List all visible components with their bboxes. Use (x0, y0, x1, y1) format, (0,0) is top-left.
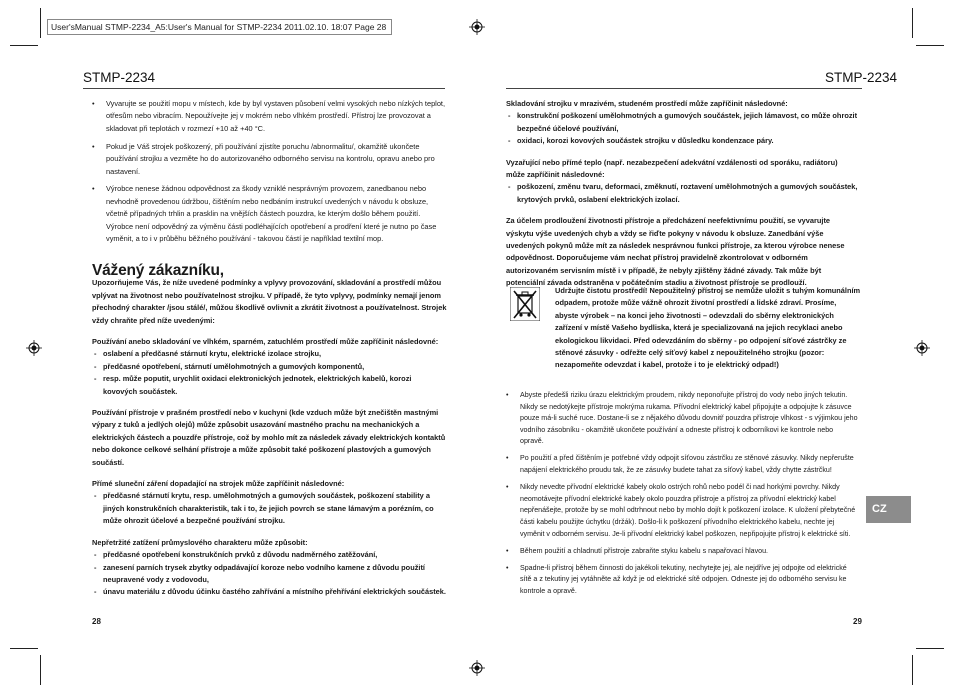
load-section-title: Nepřetržité zatížení průmyslového charakteru může způsobit: (92, 537, 308, 547)
list-item: - oxidaci, korozi kovových součástek strojku v důsledku kondenzace páry. (506, 135, 858, 147)
sunlight-section-list (92, 490, 447, 527)
humid-section-title: Používání anebo skladování ve vlhkém, sparném, zatuchlém prostředí může zapříčinit následovné: (92, 337, 439, 346)
right-column-bottom (506, 390, 858, 603)
humid-section-list (92, 348, 447, 398)
crop-mark (10, 648, 38, 649)
frost-section-list (506, 110, 858, 147)
crop-mark (912, 655, 913, 685)
list-item: - předčasné stárnutí krytu, resp. umělohmotných a gumových součástek, poškození stability a jiných konstrukčních charakteristik, tak i to, že jejich povrch se stane lámavým a porézním, co může ohrozit účelové a bezpečné používání strojku. (92, 490, 447, 527)
list-item: - únavu materiálu z důvodu účinku častého zahřívání a místního přehřívání elektrických součástek. (92, 586, 447, 598)
list-item: - předčasné opotřebení konstrukčních prvků z důvodu nadměrného zatěžování, (92, 549, 447, 561)
greeting-heading: Vážený zákazníku, (92, 261, 224, 279)
crop-mark (916, 45, 944, 46)
left-bullet-list (92, 98, 447, 245)
list-item: • Během použití a chladnutí přístroje zabraňte styku kabelu s napařovací hlavou. (506, 546, 858, 558)
list-item: - resp. může poputit, urychlit oxidaci elektronických jednotek, elektrických kabelů, korozi kovových součástek. (92, 373, 447, 398)
list-item: - zanesení parních trysek zbytky odpadávající koroze nebo vodního kamene z důvodu použití neupravené vody z vodovodu, (92, 562, 447, 587)
weee-paragraph: Udržujte čistotu prostředí! Nepoužitelný přístroj se nemůže uložit s tuhým komunálním odpadem, protože může vážně ohrozit životní prostředí a lidské zdraví. Prosíme, abyste výrobek – na konci jeho životnosti – odevzdali do sběrny elektronických zařízení v místě Vašeho bydliska, která je specializovaná na jejich recyklaci anebo ekologickou likvidaci. Před odevzdáním do sběrny - po odpojení síťové zástrčky ze stěnové zásuvky - odřežte celý síťový kabel z nepoužitelného strojku (pozor: nezapomeňte odevzdat i kabel, protože i to je elektrický odpad!) (555, 286, 861, 370)
registration-mark-icon (469, 19, 485, 35)
list-item: • Pokud je Váš strojek poškozený, při používání zjistíte poruchu /abnormalitu/, okamžitě ukončete používání strojku a vezměte ho do autorizovaného odborného servisu na kontrolu, opravu anebo pro nastavení. (92, 141, 447, 178)
print-header: User'sManual STMP-2234_A5:User's Manual for STMP-2234 2011.02.10. 18:07 Page 28 (47, 19, 392, 35)
crop-mark (916, 648, 944, 649)
right-bullet-list (506, 390, 858, 598)
intro-paragraph: Upozorňujeme Vás, že níže uvedené podmínky a vplyvy provozování, skladování a prostředí můžou vplývat na životnost nebo používatelnost strojku. V případě, že tyto vplyvy, podmínky nemají jenom přechodný charakter /jsou stálé/, můžou škodlivě ovlivnit a zkrátit životnost a používatelnost. Strojek vždy chraňte před níže uvedenými: (92, 278, 447, 325)
list-item: - oslabení a předčasné stárnutí krytu, elektrické izolace strojku, (92, 348, 447, 360)
dust-section: Používání přístroje v prašném prostředí nebo v kuchyni (kde vzduch může být znečištěn mastnými výpary z tuků a jedlých olejů) může způsobit usazování mastného prachu na mechanických a elektrických částech a pouzdře přístroje, což by mohlo mít za následek závady elektrických kontaktů nebo dokonce celkové selhání přístroje a může způsobit také poškození plastových a gumových součástí. (92, 408, 446, 467)
heat-section-list (506, 181, 858, 206)
frost-section-title: Skladování strojku v mrazivém, studeném prostředí může zapříčinit následovné: (506, 99, 788, 108)
registration-mark-icon (26, 340, 42, 356)
right-model-title: STMP-2234 (825, 70, 898, 85)
left-model-title: STMP-2234 (83, 70, 156, 85)
list-item: • Abyste předešli riziku úrazu elektrickým proudem, nikdy neponořujte přístroj do vody nebo jiných tekutin. Nikdy se nedotýkejte přístroje mokrýma rukama. Přívodní elektrický kabel připojujte a odpojujte k zásuvce pouze má-li suché ruce. Dostane-li se z nějakého důvodu dovnitř pouzdra přístroje vlhkost - s výjimkou jeho vodního zásobníku - okamžitě ukončete používání a odneste přístroj k odborníkovi ke kontrole nebo opravě. (506, 390, 858, 448)
right-page-number: 29 (853, 617, 862, 626)
list-item: - konstrukční poškození umělohmotných a gumových součástek, jejich lámavost, co může ohrozit bezpečné účelové používání, (506, 110, 858, 135)
load-section-list (92, 549, 447, 599)
list-item: - předčasné opotřebení, stárnutí umělohmotných a gumových komponentů, (92, 361, 447, 373)
right-header-rule (506, 88, 862, 89)
crossed-bin-icon (510, 287, 540, 321)
list-item: • Výrobce nenese žádnou odpovědnost za škody vzniklé nesprávným provozem, zanedbanou nebo nevhodně provedenou údržbou, čištěním nebo nedbáním instrukcí uvedených v návodu k obsluze, včetně případných trhlin a prasklin na vnějších částech pouzdra, ke kterým došlo během použití. Výrobce není odpovědný za výměnu části podléhajících opotřebení a prodření které je nutno po čase vyměnit, a to i v průběhu běžného používání - takovou částí je například textilní mop. (92, 183, 447, 245)
crop-mark (10, 45, 38, 46)
language-tab: CZ (866, 496, 911, 523)
right-column-top (506, 98, 858, 290)
crop-mark (912, 8, 913, 38)
registration-mark-icon (469, 660, 485, 676)
crop-mark (40, 655, 41, 685)
crop-mark (40, 8, 41, 38)
list-item: • Vyvarujte se použití mopu v místech, kde by byl vystaven působení velmi vysokých nebo nízkých teplot, otřesům nebo vibracím. Nepoužívejte jej v mokrém nebo vlhkém prostředí. Přístroj lze provozovat a skladovat při teplotách v rozmezí +10 až +40 °C. (92, 98, 447, 135)
list-item: - poškození, změnu tvaru, deformaci, změknutí, roztavení umělohmotných a gumových součástek, krytových prvků, oslabení elektrických izolací. (506, 181, 858, 206)
list-item: • Po použití a před čištěním je potřebné vždy odpojit síťovou zástrčku ze stěnové zásuvky. Nikdy nepřerušte napájení elektrického proudu tak, že ze zásuvky budete tahat za síťový kabel, vždy chytte zástrčku! (506, 453, 858, 476)
list-item: • Nikdy nevedte přívodní elektrické kabely okolo ostrých rohů nebo podél či nad horkými povrchy. Nikdy neomotávejte přívodní elektrické kabely okolo pouzdra přístroje a přístroj za přívodní elektrický kabel nepřenášejte, protože by se mohl odtrhnout nebo by mohlo dojít k poškození izolace. K uložení přebytečné části kabelu použijte úchytku (držák). Došlo-li k poškození přívodního elektrického kabelu, nechte jej vyměnit v odborném servisu. Je-li přívodní elektrický kabel poškozen, nepřipojujte přístroj k elektrické síti. (506, 482, 858, 540)
left-header-rule (83, 88, 445, 89)
heat-section-title: Vyzařující nebo přímé teplo (např. nezabezpečení adekvátní vzdálenosti od sporáku, radiátoru) může zapříčinit následovné: (506, 157, 838, 180)
lifetime-paragraph: Za účelem prodloužení životnosti přístroje a předcházení neefektivnímu použití, se vyvarujte výskytu výše uvedených chyb a vždy se řiďte pokyny v návodu k obsluze. Zanedbání výše uvedených pokynů může mít za následek nesprávnou funkci přístroje, za kterou výrobce nenese odpovědnost. Doporučujeme vám nechat přístroj pravidelně zkontrolovat v odborném autorizovaném servisním místě i v případě, že nebyly zjištěny žádné závady. Tak může být potenciální závada odstraněna v počátečním stadiu a životnost přístroje se prodlouží. (506, 216, 845, 288)
list-item: • Spadne-li přístroj během činnosti do jakékoli tekutiny, nechytejte jej, ale nejdříve jej odpojte od elektrické sítě a z tekutiny jej vytáhněte až když je od elektrické sítě odpojen. Odneste jej do odborného servisu ke kontrole a opravě. (506, 563, 858, 598)
left-page-number: 28 (92, 617, 101, 626)
registration-mark-icon (914, 340, 930, 356)
sunlight-section-title: Přímé sluneční záření dopadající na strojek může zapříčinit následovné: (92, 479, 345, 489)
left-column (92, 98, 447, 599)
